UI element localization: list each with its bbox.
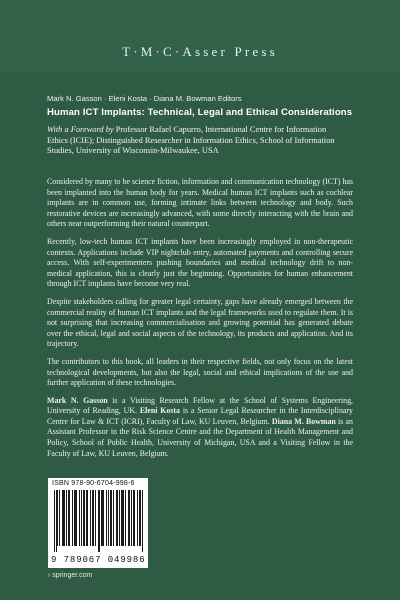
barcode-bar: [87, 490, 88, 546]
foreword: [47, 125, 347, 157]
paragraph: The contributors to this book, all leaders in their respective fields, not only focus on the latest technological developments, but also the legal, social and ethical implications of the use and further application of these technologies.: [47, 356, 353, 388]
barcode-bar: [134, 490, 135, 546]
publisher-name: T·M·C·Asser Press: [122, 44, 278, 59]
barcode-bar: [90, 490, 91, 546]
barcode-bar: [93, 490, 94, 546]
barcode-bar: [140, 490, 141, 546]
barcode-bar: [103, 490, 104, 546]
paragraph: Recently, low-tech human ICT implants have been increasingly employed in non-therapeutic contexts. Applications include VIP nightclub entry, automated payments and controlling secure access. With self-experimenters pushing boundaries and medical technology drift to non-medical application, this is clearly just the beginning. Opportunities for human enhancement through ICT implants have become very real.: [47, 236, 353, 289]
isbn-label: ISBN 978-90-6704-998-6: [52, 480, 135, 487]
barcode-bar: [108, 490, 109, 546]
barcode-bar: [111, 490, 112, 546]
barcode-bar: [121, 490, 122, 546]
bio-text: is a Visiting Research Fellow at the School of Systems Engineering, University of Reading, UK.: [47, 395, 353, 416]
barcode-bar: [116, 490, 117, 546]
header-band: [0, 0, 400, 72]
bio-name: Diana M. Bowman: [271, 416, 336, 426]
barcode-bar: [69, 490, 70, 546]
barcode-graphic: [54, 490, 144, 552]
barcode-bar: [128, 490, 129, 546]
barcode-bar: [76, 490, 77, 546]
barcode-bar: [142, 490, 143, 552]
foreword-text: Professor Rafael Capurro, International Centre for Information Ethics (ICIE); Distinguished Researcher in Information Ethics, School of Information Studies, University of Wisconsin-Milwaukee, USA: [47, 125, 335, 155]
barcode-bar: [98, 490, 99, 552]
bio-text: is a Senior Legal Researcher in the Interdisciplinary Centre for Law & ICT (ICRI), Faculty of Law, KU Leuven, Belgium.: [47, 406, 353, 426]
barcode-bar: [86, 490, 87, 546]
barcode-bar: [56, 490, 57, 552]
barcode-bar: [133, 490, 134, 546]
barcode-bar: [99, 490, 100, 552]
barcode-bar: [95, 490, 96, 546]
barcode-bar: [101, 490, 102, 546]
barcode-bar: [139, 490, 140, 546]
bio-name: Eleni Kosta: [139, 406, 180, 416]
author-bios: [47, 396, 353, 460]
description-body: [47, 177, 353, 466]
barcode-box: [48, 478, 148, 568]
barcode-bar: [110, 490, 111, 546]
barcode-bar: [122, 490, 123, 546]
barcode-bar: [129, 490, 130, 546]
barcode-bar: [79, 490, 80, 546]
barcode-bar: [137, 490, 138, 546]
barcode-bar: [83, 490, 84, 546]
barcode-bar: [75, 490, 76, 546]
barcode-bar: [92, 490, 93, 546]
bio-text: is an Assistant Professor in the Risk Science Centre and the Department of Health Management and Policy, School of Public Health, University of Michigan, USA and a Visiting Fellow in the Faculty of Law, KU Leuven, Belgium.: [47, 416, 353, 458]
barcode-bar: [57, 490, 58, 546]
book-title: Human ICT Implants: Technical, Legal and Ethical Considerations: [47, 107, 353, 118]
barcode-bar: [68, 490, 69, 546]
barcode-bar: [131, 490, 132, 546]
barcode-bar: [125, 490, 126, 546]
barcode-bar: [64, 490, 65, 546]
paragraph: Considered by many to be science fiction, information and communication technology (ICT) has been implanted into the human body for years. Medical human ICT implants such as cochlear implants are in common use, forming intimate links between technology and body. Such restorative devices are increasingly advanced, with some directly interacting with the brain and others near outperforming their natural counterpart.: [47, 177, 353, 229]
barcode-bar: [102, 490, 103, 546]
publisher-website: › springer.com: [48, 572, 93, 579]
barcode-bar: [84, 490, 85, 546]
barcode-bar: [81, 490, 82, 546]
barcode-bar: [74, 490, 75, 546]
barcode-bar: [106, 490, 107, 546]
barcode-bar: [59, 490, 60, 546]
barcode-bar: [62, 490, 63, 546]
barcode-bar: [54, 490, 55, 552]
barcode-bar: [113, 490, 114, 546]
bio-name: Mark N. Gasson: [47, 395, 108, 405]
barcode-bar: [66, 490, 67, 546]
paragraph: Despite stakeholders calling for greater legal certainty, gaps have already emerged between the commercial reality of human ICT implants and the legal frameworks used to regulate them. It is not surprising that increasing commercialisation and growing potential has generated debate over the ethical, legal and social aspects of the technology, its products and application. And its trajectory.: [47, 296, 353, 349]
barcode-bar: [123, 490, 124, 546]
barcode-bar: [119, 490, 120, 546]
foreword-prefix: With a Foreword by: [47, 125, 114, 134]
barcode-bar: [72, 490, 73, 546]
editors-line: Mark N. Gasson · Eleni Kosta · Diana M. Bowman Editors: [47, 94, 242, 103]
barcode-digits: 9 789067 049986: [51, 555, 146, 565]
barcode-bar: [117, 490, 118, 546]
barcode-bar: [63, 490, 64, 546]
